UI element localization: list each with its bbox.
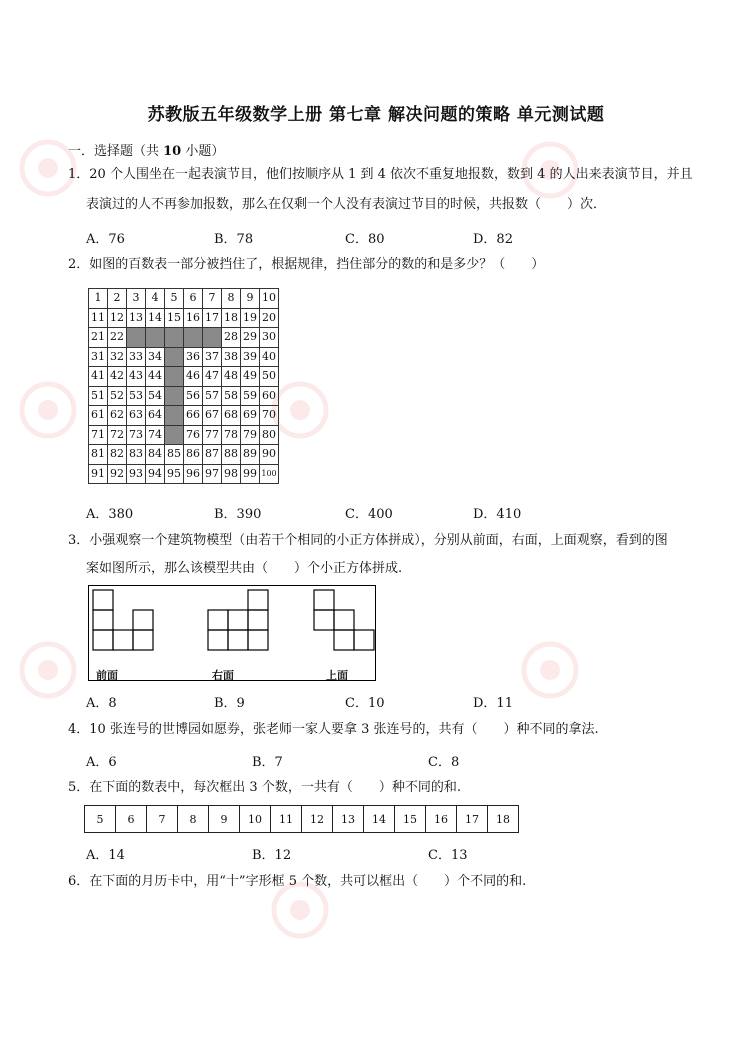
hundred-chart-cell: 72	[108, 425, 127, 445]
hundred-chart-cell: 43	[127, 367, 146, 387]
hundred-chart-cell: 77	[203, 425, 222, 445]
hundred-chart-cell: 94	[146, 464, 165, 484]
hundred-chart-cell: 53	[127, 386, 146, 406]
option-d[interactable]: D．410	[473, 507, 522, 522]
sequence-cell: 7	[147, 806, 178, 833]
hundred-chart-cell: 83	[127, 445, 146, 465]
hundred-chart-row	[89, 367, 279, 387]
hundred-chart-row	[89, 406, 279, 426]
hundred-chart-cell: 76	[184, 425, 203, 445]
option-d[interactable]: D．11	[473, 696, 513, 711]
hundred-chart-cell: 82	[108, 445, 127, 465]
option-a[interactable]: A．6	[86, 755, 117, 770]
hundred-chart-cell: 71	[89, 425, 108, 445]
hundred-chart-cell: 36	[184, 347, 203, 367]
hundred-chart-cell: 90	[260, 445, 279, 465]
question-number: 2．	[68, 257, 90, 272]
sequence-cell: 14	[364, 806, 395, 833]
hundred-chart-cell: 81	[89, 445, 108, 465]
sequence-cell: 15	[395, 806, 426, 833]
hundred-chart-cell: 15	[165, 308, 184, 328]
hundred-chart-cell: 34	[146, 347, 165, 367]
hundred-chart-cell: 44	[146, 367, 165, 387]
hundred-chart-cell: 16	[184, 308, 203, 328]
question-number: 6．	[68, 874, 90, 889]
hundred-chart-cell: 100	[260, 464, 279, 484]
hundred-chart-cell: 1	[89, 289, 108, 309]
hundred-chart-cell: 5	[165, 289, 184, 309]
question-3	[68, 532, 668, 550]
number-sequence-table	[84, 805, 519, 833]
question-4	[68, 721, 599, 739]
option-c[interactable]: C．13	[428, 848, 468, 863]
watermark-logo	[18, 640, 78, 704]
hundred-chart-cell: 97	[203, 464, 222, 484]
question-text: 20 个人围坐在一起表演节目，他们按顺序从 1 到 4 依次不重复地报数，数到 4 的人出来表演节目，并且	[89, 167, 693, 182]
hundred-chart-cell: 2	[108, 289, 127, 309]
hundred-chart-cell: 67	[203, 406, 222, 426]
hundred-chart-cell: 92	[108, 464, 127, 484]
hundred-chart-cell: 69	[241, 406, 260, 426]
hundred-chart-cell: 42	[108, 367, 127, 387]
hundred-chart-cell: 68	[222, 406, 241, 426]
sequence-cell: 12	[302, 806, 333, 833]
question-text: 如图的百数表一部分被挡住了，根据规律，挡住部分的数的和是多少？（ ）	[89, 257, 545, 272]
sequence-cell: 8	[178, 806, 209, 833]
hundred-chart-cell	[165, 367, 184, 387]
section-heading	[68, 140, 224, 159]
right-view	[208, 590, 268, 650]
question-5	[68, 779, 461, 797]
hundred-chart-cell	[146, 328, 165, 348]
option-d[interactable]: D．82	[473, 232, 513, 247]
question-number: 3．	[68, 533, 90, 548]
hundred-chart-cell: 74	[146, 425, 165, 445]
hundred-chart-cell: 30	[260, 328, 279, 348]
hundred-chart-cell: 88	[222, 445, 241, 465]
hundred-chart-cell: 98	[222, 464, 241, 484]
hundred-chart-row	[89, 425, 279, 445]
section-prefix: 一．选择题（共	[68, 144, 164, 159]
question-1	[68, 166, 693, 184]
hundred-chart-cell: 47	[203, 367, 222, 387]
option-a[interactable]: A．76	[86, 232, 125, 247]
hundred-chart-cell: 20	[260, 308, 279, 328]
hundred-chart-cell	[203, 328, 222, 348]
hundred-chart-cell: 9	[241, 289, 260, 309]
sequence-cell: 17	[457, 806, 488, 833]
hundred-chart-cell: 13	[127, 308, 146, 328]
hundred-chart-cell	[165, 347, 184, 367]
hundred-chart-cell	[165, 425, 184, 445]
sequence-cell: 6	[116, 806, 147, 833]
hundred-chart-cell: 3	[127, 289, 146, 309]
question-3-line-2: 案如图所示，那么该模型共由（ ）个小正方体拼成.	[86, 561, 403, 576]
hundred-chart-cell: 66	[184, 406, 203, 426]
hundred-chart-cell: 84	[146, 445, 165, 465]
sequence-cell: 18	[488, 806, 519, 833]
hundred-chart-cell: 48	[222, 367, 241, 387]
sequence-cell: 5	[85, 806, 116, 833]
hundred-chart-cell: 79	[241, 425, 260, 445]
hundred-chart-cell: 89	[241, 445, 260, 465]
hundred-chart-cell: 95	[165, 464, 184, 484]
hundred-chart-cell: 40	[260, 347, 279, 367]
watermark-logo	[18, 380, 78, 444]
hundred-chart-cell: 4	[146, 289, 165, 309]
hundred-chart-cell: 59	[241, 386, 260, 406]
hundred-chart-cell: 78	[222, 425, 241, 445]
hundred-chart-cell: 60	[260, 386, 279, 406]
hundred-chart-cell: 14	[146, 308, 165, 328]
question-text: 在下面的月历卡中，用“十”字形框 5 个数，共可以框出（ ）个不同的和.	[89, 874, 527, 889]
hundred-chart-cell	[127, 328, 146, 348]
option-a[interactable]: A．8	[86, 696, 117, 711]
sequence-cell: 11	[271, 806, 302, 833]
hundred-chart-cell: 99	[241, 464, 260, 484]
hundred-chart-cell: 54	[146, 386, 165, 406]
hundred-chart-cell: 51	[89, 386, 108, 406]
hundred-chart-cell: 33	[127, 347, 146, 367]
hundred-chart-cell	[184, 328, 203, 348]
watermark-logo	[270, 380, 330, 444]
sequence-row	[85, 806, 519, 833]
question-number: 5．	[68, 780, 90, 795]
question-1-line-2: 表演过的人不再参加报数，那么在仅剩一个人没有表演过节目的时候，共报数（ ）次．	[86, 197, 607, 212]
hundred-chart-cell: 19	[241, 308, 260, 328]
question-text: 10 张连号的世博园如愿券，张老师一家人要拿 3 张连号的，共有（ ）种不同的拿法.	[89, 722, 599, 737]
hundred-chart-row	[89, 445, 279, 465]
hundred-chart-cell: 57	[203, 386, 222, 406]
hundred-chart-cell: 49	[241, 367, 260, 387]
hundred-chart-row	[89, 464, 279, 484]
hundred-chart-cell: 11	[89, 308, 108, 328]
option-c[interactable]: C．80	[345, 232, 385, 247]
question-text: 小强观察一个建筑物模型（由若干个相同的小正方体拼成），分别从前面，右面，上面观察，看到的图	[89, 533, 668, 548]
hundred-chart-cell: 22	[108, 328, 127, 348]
hundred-chart-row	[89, 386, 279, 406]
hundred-chart-cell	[165, 386, 184, 406]
section-count: 10	[163, 144, 182, 159]
hundred-chart-cell: 87	[203, 445, 222, 465]
hundred-chart-cell: 41	[89, 367, 108, 387]
question-text: 在下面的数表中，每次框出 3 个数，一共有（ ）种不同的和.	[89, 780, 461, 795]
hundred-chart-cell: 39	[241, 347, 260, 367]
hundred-chart-cell: 96	[184, 464, 203, 484]
hundred-chart-cell: 21	[89, 328, 108, 348]
hundred-chart-cell: 6	[184, 289, 203, 309]
hundred-chart-cell: 8	[222, 289, 241, 309]
hundred-chart-cell: 32	[108, 347, 127, 367]
hundred-chart-cell: 18	[222, 308, 241, 328]
hundred-chart-cell: 80	[260, 425, 279, 445]
option-b[interactable]: B．390	[214, 507, 262, 522]
hundred-chart-cell: 85	[165, 445, 184, 465]
hundred-chart-cell: 70	[260, 406, 279, 426]
option-c[interactable]: C．400	[345, 507, 393, 522]
option-a[interactable]: A．380	[86, 507, 134, 522]
hundred-chart-row	[89, 347, 279, 367]
hundred-chart	[88, 288, 279, 484]
hundred-chart-cell: 37	[203, 347, 222, 367]
front-view	[93, 590, 153, 650]
hundred-chart-cell: 10	[260, 289, 279, 309]
option-b[interactable]: B．12	[252, 848, 292, 863]
hundred-chart-cell: 29	[241, 328, 260, 348]
page-title: 苏教版五年级数学上册 第七章 解决问题的策略 单元测试题	[147, 105, 605, 125]
hundred-chart-row	[89, 328, 279, 348]
option-c[interactable]: C．10	[345, 696, 385, 711]
hundred-chart-cell: 38	[222, 347, 241, 367]
option-b[interactable]: B．9	[214, 696, 245, 711]
hundred-chart-cell: 62	[108, 406, 127, 426]
hundred-chart-cell: 50	[260, 367, 279, 387]
top-view	[314, 590, 374, 650]
sequence-cell: 13	[333, 806, 364, 833]
hundred-chart-cell: 58	[222, 386, 241, 406]
hundred-chart-cell	[165, 406, 184, 426]
question-number: 4．	[68, 722, 90, 737]
option-c[interactable]: C．8	[428, 755, 460, 770]
option-a[interactable]: A．14	[86, 848, 125, 863]
hundred-chart-cell: 12	[108, 308, 127, 328]
hundred-chart-cell: 31	[89, 347, 108, 367]
view-label-top: 上面	[326, 669, 348, 682]
question-6	[68, 873, 526, 891]
watermark-logo	[520, 640, 580, 704]
hundred-chart-cell: 61	[89, 406, 108, 426]
hundred-chart-cell: 64	[146, 406, 165, 426]
hundred-chart-cell: 17	[203, 308, 222, 328]
sequence-cell: 9	[209, 806, 240, 833]
option-b[interactable]: B．78	[214, 232, 254, 247]
hundred-chart-cell: 56	[184, 386, 203, 406]
question-2	[68, 256, 544, 274]
hundred-chart-cell: 7	[203, 289, 222, 309]
view-label-front: 前面	[96, 669, 118, 682]
hundred-chart-cell: 73	[127, 425, 146, 445]
sequence-cell: 16	[426, 806, 457, 833]
question-number: 1．	[68, 167, 90, 182]
hundred-chart-cell: 28	[222, 328, 241, 348]
hundred-chart-cell: 93	[127, 464, 146, 484]
section-suffix: 小题）	[181, 144, 225, 159]
sequence-cell: 10	[240, 806, 271, 833]
hundred-chart-cell: 91	[89, 464, 108, 484]
hundred-chart-cell: 46	[184, 367, 203, 387]
hundred-chart-cell: 86	[184, 445, 203, 465]
option-b[interactable]: B．7	[252, 755, 283, 770]
hundred-chart-cell	[165, 328, 184, 348]
hundred-chart-cell: 63	[127, 406, 146, 426]
hundred-chart-cell: 52	[108, 386, 127, 406]
hundred-chart-row	[89, 308, 279, 328]
view-label-right: 右面	[212, 669, 234, 682]
hundred-chart-row	[89, 289, 279, 309]
